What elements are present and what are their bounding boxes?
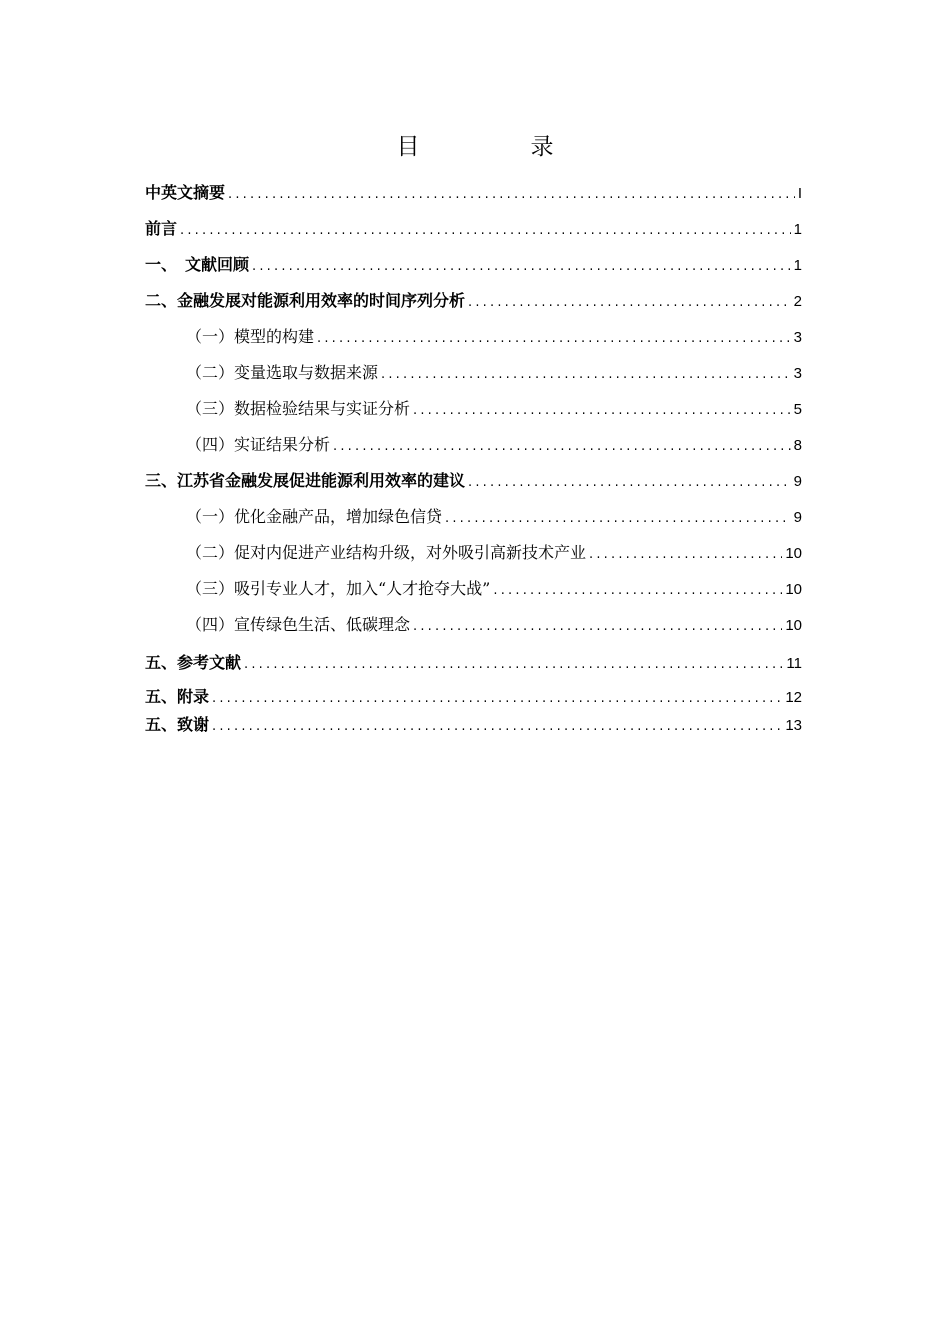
toc-dot-leader xyxy=(244,645,783,685)
toc-dot-leader xyxy=(493,573,782,609)
toc-dot-leader xyxy=(468,465,791,501)
toc-dot-leader xyxy=(468,285,791,321)
toc-entry-page: I xyxy=(797,185,802,202)
toc-entry-page: 13 xyxy=(785,717,802,734)
toc-entry-label: （二）促对内促进产业结构升级，对外吸引高新技术产业 xyxy=(186,543,587,562)
toc-entry-page: 2 xyxy=(793,293,802,310)
table-of-contents xyxy=(145,175,802,739)
toc-entry-page: 10 xyxy=(785,545,802,562)
toc-entry-appendix[interactable] xyxy=(145,683,802,711)
toc-entry-data-tests[interactable] xyxy=(145,391,802,427)
toc-entry-page: 3 xyxy=(793,365,802,382)
toc-entry-page: 1 xyxy=(793,221,802,238)
toc-entry-page: 10 xyxy=(785,617,802,634)
toc-dot-leader xyxy=(413,393,791,429)
toc-dot-leader xyxy=(212,713,782,741)
toc-entry-label: 五、附录 xyxy=(145,687,210,706)
toc-entry-label: （三）数据检验结果与实证分析 xyxy=(186,399,411,418)
toc-dot-leader xyxy=(413,609,782,645)
toc-dot-leader xyxy=(317,321,791,357)
toc-entry-label: （二）变量选取与数据来源 xyxy=(186,363,379,382)
toc-entry-page: 9 xyxy=(793,473,802,490)
toc-entry-abstract[interactable] xyxy=(145,175,802,211)
toc-entry-label: （一）模型的构建 xyxy=(186,327,315,346)
toc-entry-label: 五、参考文献 xyxy=(145,653,242,672)
toc-entry-label: （一）优化金融产品，增加绿色信贷 xyxy=(186,507,443,526)
toc-entry-page: 11 xyxy=(786,655,802,672)
toc-entry-page: 10 xyxy=(785,581,802,598)
toc-dot-leader xyxy=(381,357,791,393)
toc-entry-label: 五、致谢 xyxy=(145,715,210,734)
toc-entry-references[interactable] xyxy=(145,643,802,683)
toc-dot-leader xyxy=(589,537,782,573)
toc-entry-page: 12 xyxy=(785,689,802,706)
toc-entry-label: （四）实证结果分析 xyxy=(186,435,331,454)
toc-dot-leader xyxy=(228,177,795,213)
toc-dot-leader xyxy=(333,429,791,465)
toc-entry-acknowledgements[interactable] xyxy=(145,711,802,739)
toc-entry-page: 5 xyxy=(793,401,802,418)
toc-entry-label: 一、 文献回顾 xyxy=(145,255,250,274)
toc-entry-label: 二、金融发展对能源利用效率的时间序列分析 xyxy=(145,291,466,310)
toc-entry-label: 三、江苏省金融发展促进能源利用效率的建议 xyxy=(145,471,466,490)
toc-entry-green-living[interactable] xyxy=(145,607,802,643)
toc-entry-label: 前言 xyxy=(145,219,178,238)
toc-entry-green-credit[interactable] xyxy=(145,499,802,535)
toc-entry-label: （三）吸引专业人才，加入“人才抢夺大战” xyxy=(186,579,491,598)
toc-dot-leader xyxy=(180,213,791,249)
page-title: 目 录 xyxy=(396,134,598,160)
toc-dot-leader xyxy=(252,249,791,285)
toc-entry-page: 9 xyxy=(793,509,802,526)
toc-entry-page: 3 xyxy=(793,329,802,346)
toc-entry-talent[interactable] xyxy=(145,571,802,607)
toc-entry-industry-upgrade[interactable] xyxy=(145,535,802,571)
toc-entry-empirical-results[interactable] xyxy=(145,427,802,463)
toc-entry-variables-data[interactable] xyxy=(145,355,802,391)
toc-entry-literature-review[interactable] xyxy=(145,247,802,283)
toc-entry-model-construction[interactable] xyxy=(145,319,802,355)
toc-dot-leader xyxy=(445,501,791,537)
toc-entry-page: 1 xyxy=(793,257,802,274)
toc-entry-page: 8 xyxy=(793,437,802,454)
toc-entry-label: （四）宣传绿色生活、低碳理念 xyxy=(186,615,411,634)
toc-dot-leader xyxy=(212,685,782,713)
toc-entry-preface[interactable] xyxy=(145,211,802,247)
toc-entry-label: 中英文摘要 xyxy=(145,183,226,202)
toc-entry-suggestions[interactable] xyxy=(145,463,802,499)
toc-entry-time-series-analysis[interactable] xyxy=(145,283,802,319)
